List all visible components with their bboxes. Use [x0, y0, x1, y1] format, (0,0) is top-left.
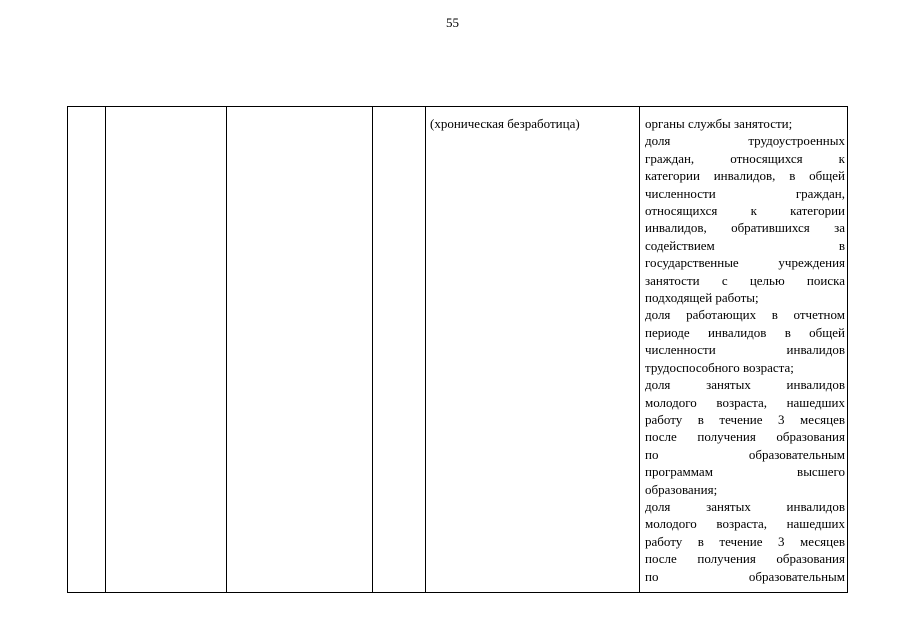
text-line: после получения образования	[645, 551, 845, 567]
table-cell-col5	[426, 107, 640, 593]
table-cell-col3	[227, 107, 373, 593]
text-line: работу в течение 3 месяцев	[645, 411, 845, 427]
table-cell-col2	[106, 107, 227, 593]
cell-text-chronic-unemployment: (хроническая безработица)	[430, 116, 580, 131]
table-cell-col1	[68, 107, 106, 593]
text-line: относящихся к категории	[645, 203, 845, 219]
text-line: работу в течение 3 месяцев	[645, 533, 845, 549]
text-line: численности инвалидов	[645, 342, 845, 358]
table-cell-col4	[373, 107, 426, 593]
text-line: по образовательным	[645, 568, 845, 584]
text-line: периоде инвалидов в общей	[645, 324, 845, 340]
text-line: доля трудоустроенных	[645, 133, 845, 149]
text-line: трудоспособного возраста;	[645, 359, 794, 375]
text-line: по образовательным	[645, 446, 845, 462]
text-line: доля занятых инвалидов	[645, 498, 845, 514]
text-line: доля занятых инвалидов	[645, 377, 845, 393]
text-line: государственные учреждения	[645, 255, 845, 271]
text-line: граждан, относящихся к	[645, 150, 845, 166]
text-line: содействием в	[645, 237, 845, 253]
text-line: молодого возраста, нашедших	[645, 394, 845, 410]
text-line: программам высшего	[645, 464, 845, 480]
indicators-table	[67, 106, 848, 593]
text-line: образования;	[645, 481, 718, 497]
text-line: инвалидов, обратившихся за	[645, 220, 845, 236]
text-line: органы службы занятости;	[645, 116, 793, 131]
text-line: численности граждан,	[645, 185, 845, 201]
text-line: подходящей работы;	[645, 290, 759, 306]
text-line: молодого возраста, нашедших	[645, 516, 845, 532]
table-cell-col6	[640, 107, 848, 593]
indicators-text	[645, 115, 845, 585]
text-line: занятости с целью поиска	[645, 272, 845, 288]
text-line: доля работающих в отчетном	[645, 307, 845, 323]
text-line: категории инвалидов, в общей	[645, 168, 845, 184]
table-row	[68, 107, 848, 593]
text-line: после получения образования	[645, 429, 845, 445]
page-number: 55	[446, 15, 459, 30]
